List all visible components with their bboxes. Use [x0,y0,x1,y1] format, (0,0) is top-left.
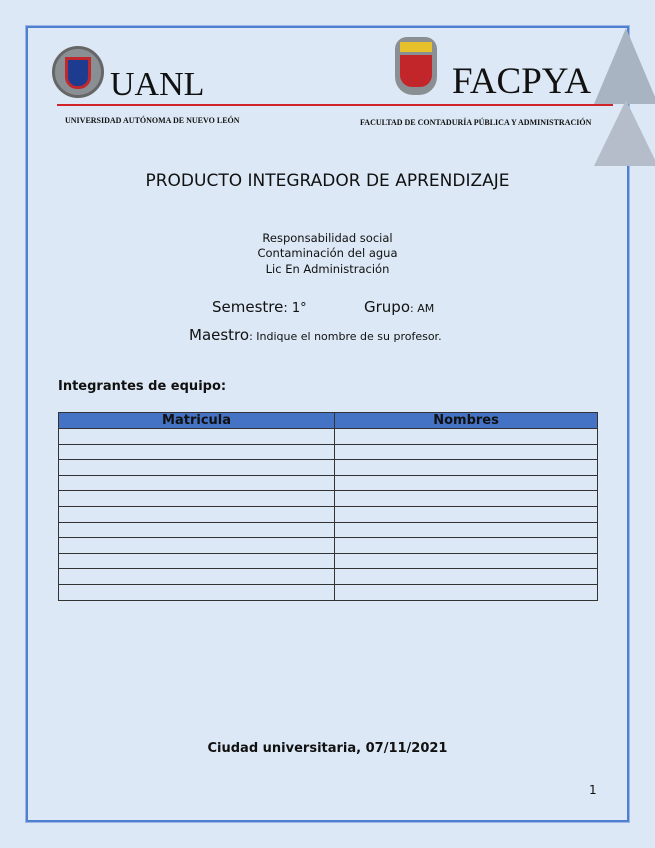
semestre-label: Semestre [212,298,284,316]
table-row [59,584,598,600]
maestro-label: Maestro [189,326,250,344]
matricula-cell[interactable] [59,584,335,600]
matricula-cell[interactable] [59,475,335,491]
matricula-cell[interactable] [59,553,335,569]
table-row [59,553,598,569]
table-row [59,569,598,585]
nombre-cell[interactable] [335,444,598,460]
semestre [212,298,307,316]
decorative-triangle [594,28,655,104]
decorative-triangle [594,100,655,166]
program: Lic En Administración [265,262,390,276]
page-number: 1 [589,783,597,797]
grupo-label: Grupo [364,298,410,316]
maestro [189,326,442,344]
facpya-subtitle: FACULTAD DE CONTADURÍA PÚBLICA Y ADMINISTRACIÓN [360,118,592,127]
nombre-cell[interactable] [335,460,598,476]
nombre-cell[interactable] [335,569,598,585]
table-row [59,460,598,476]
matricula-cell[interactable] [59,506,335,522]
matricula-cell[interactable] [59,429,335,445]
matricula-cell[interactable] [59,538,335,554]
table-row [59,538,598,554]
maestro-value: : Indique el nombre de su profesor. [249,330,442,343]
column-header-matricula: Matricula [59,413,335,429]
uanl-seal [52,46,104,98]
table-row [59,475,598,491]
table-row [59,506,598,522]
semestre-value: : 1° [283,301,307,316]
uanl-subtitle: UNIVERSIDAD AUTÓNOMA DE NUEVO LEÓN [65,116,240,125]
matricula-cell[interactable] [59,444,335,460]
grupo [364,298,434,316]
facpya-logo-text: FACPYA [452,61,592,102]
nombre-cell[interactable] [335,429,598,445]
subject: Responsabilidad social [262,231,393,245]
team-heading: Integrantes de equipo: [58,379,227,394]
team-table [58,412,598,601]
matricula-cell[interactable] [59,460,335,476]
table-row [59,491,598,507]
uanl-logo-text: UANL [110,66,205,103]
nombre-cell[interactable] [335,584,598,600]
grupo-value: : AM [410,302,435,315]
facpya-seal [395,37,437,95]
nombre-cell[interactable] [335,506,598,522]
table-row [59,522,598,538]
nombre-cell[interactable] [335,538,598,554]
table-row [59,429,598,445]
nombre-cell[interactable] [335,522,598,538]
matricula-cell[interactable] [59,569,335,585]
table-row [59,444,598,460]
column-header-nombres: Nombres [335,413,598,429]
nombre-cell[interactable] [335,491,598,507]
header-divider [57,104,613,106]
matricula-cell[interactable] [59,491,335,507]
footer-place-date: Ciudad universitaria, 07/11/2021 [207,741,448,756]
matricula-cell[interactable] [59,522,335,538]
nombre-cell[interactable] [335,553,598,569]
page-title: PRODUCTO INTEGRADOR DE APRENDIZAJE [145,171,510,191]
nombre-cell[interactable] [335,475,598,491]
topic: Contaminación del agua [257,246,398,260]
